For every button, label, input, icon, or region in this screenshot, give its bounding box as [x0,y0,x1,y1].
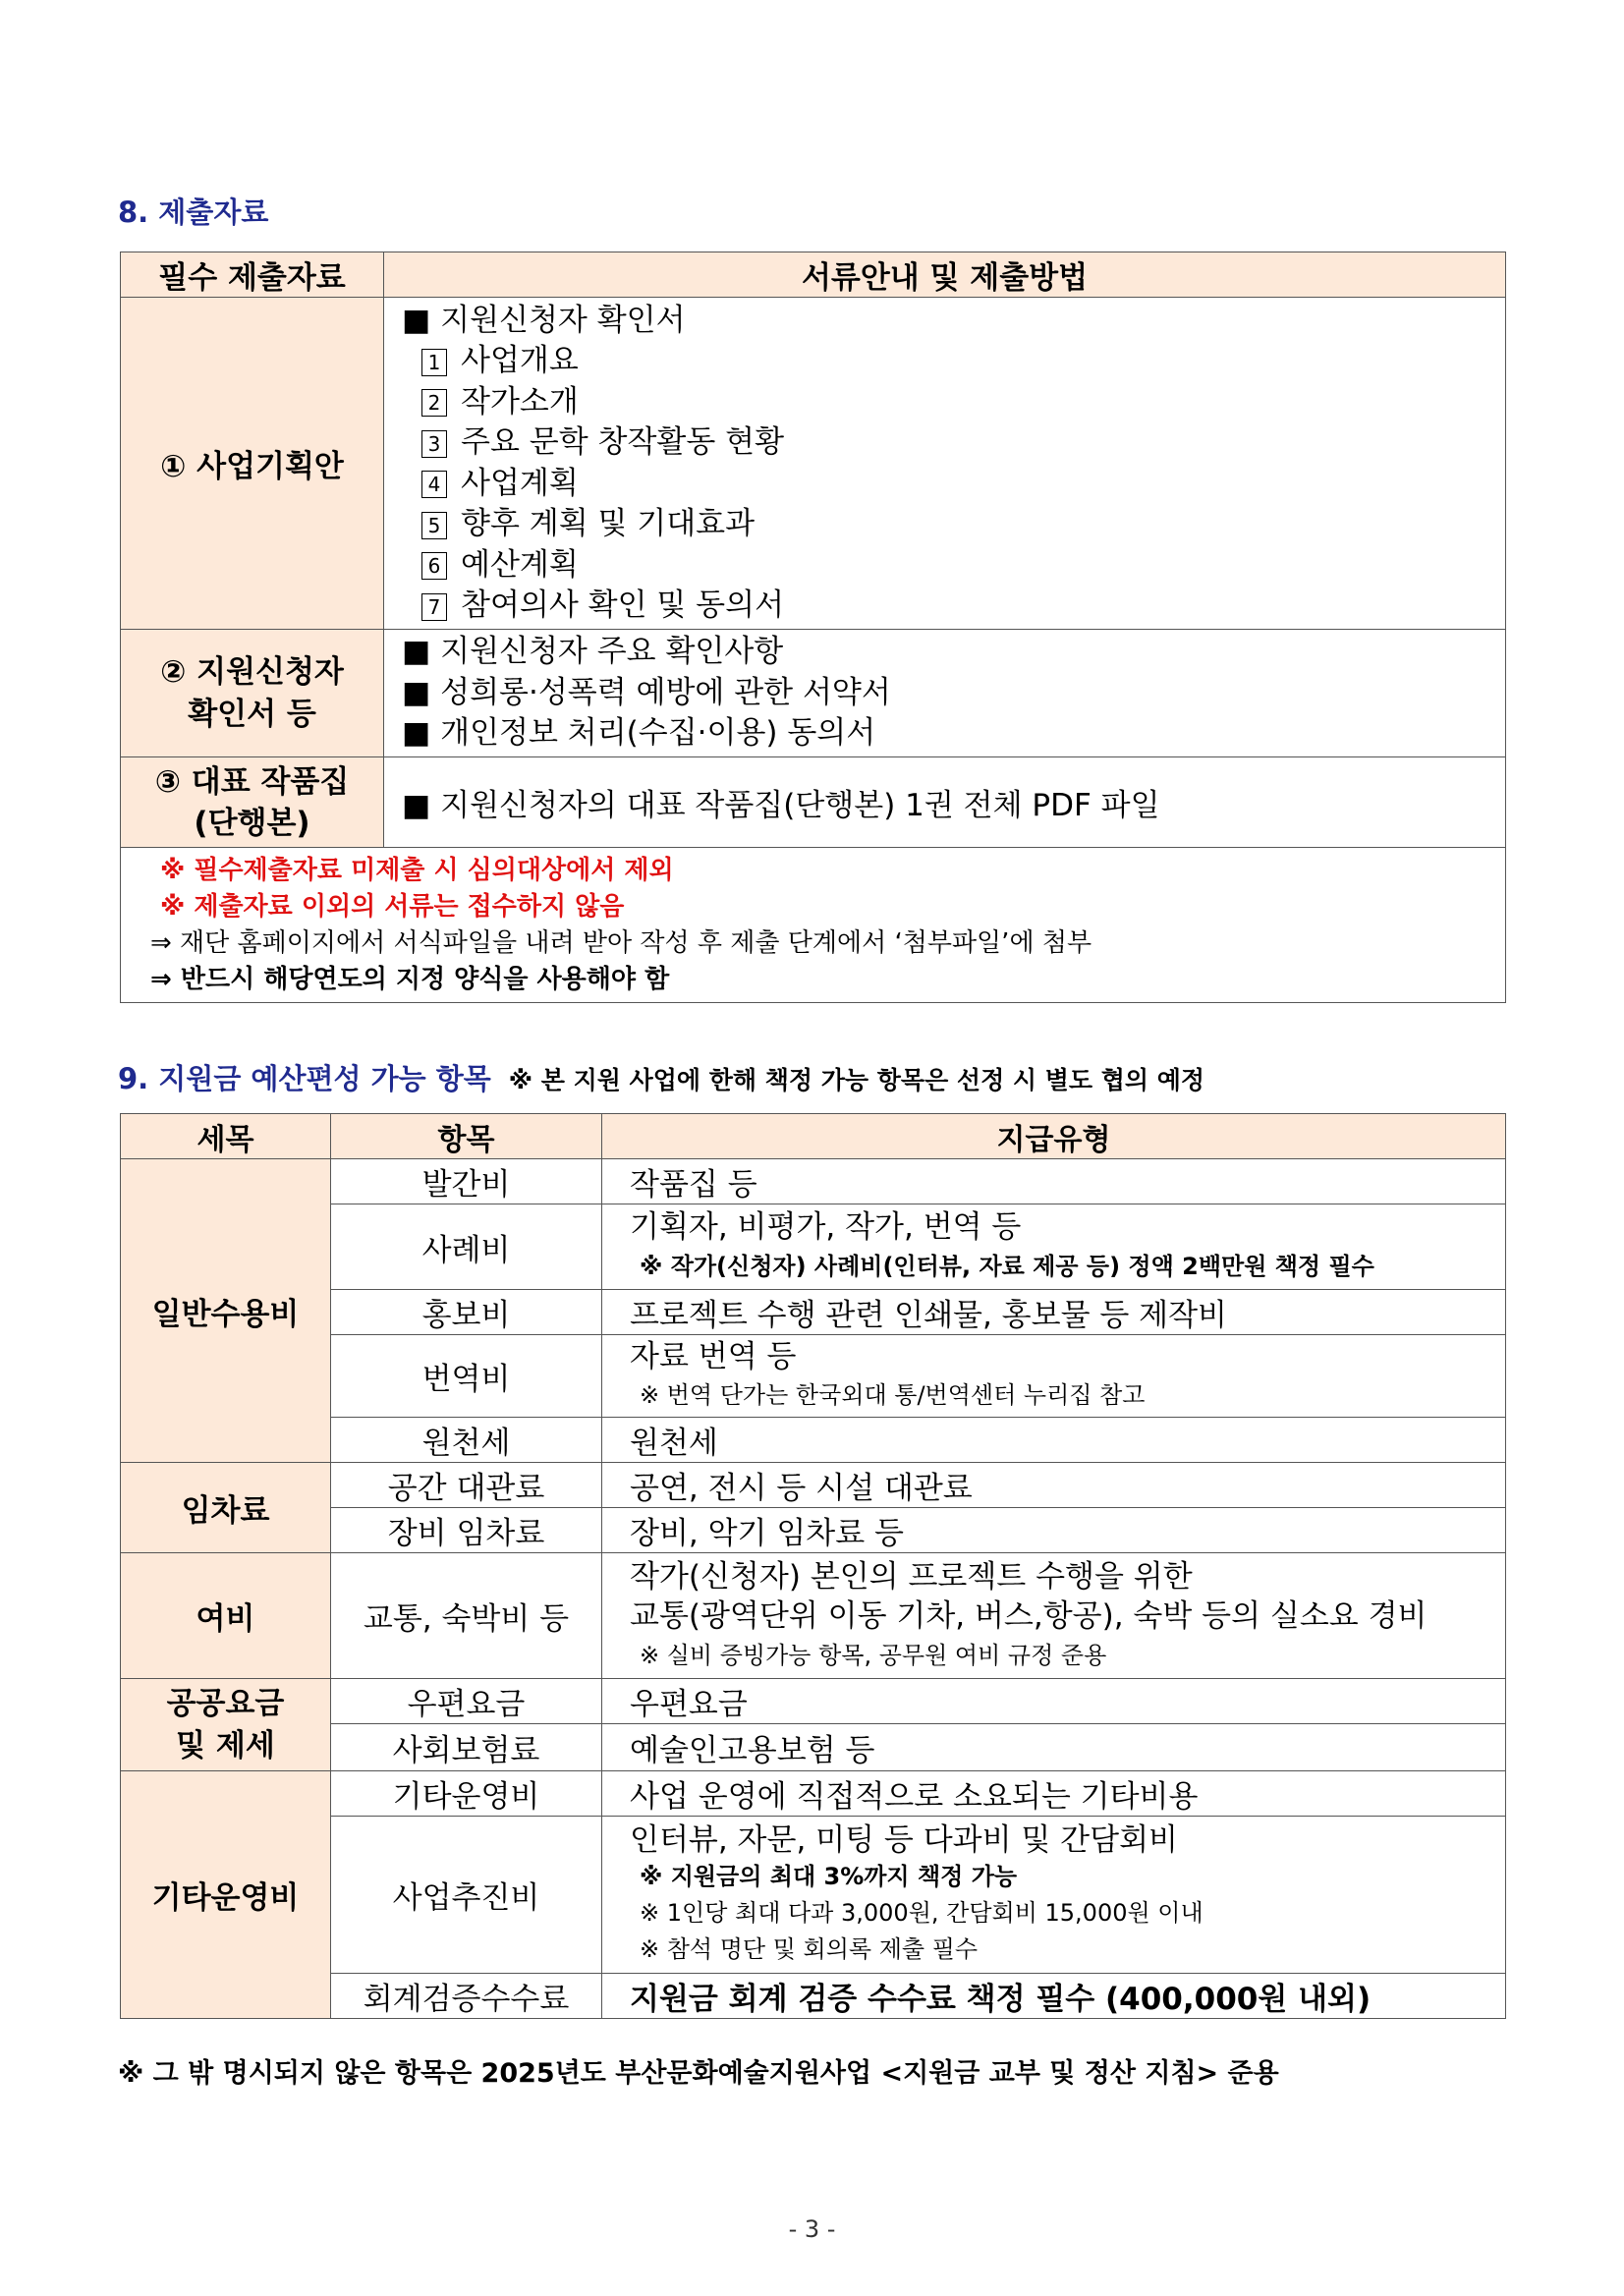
item-cell: 회계검증수수료 [331,1974,602,2019]
table-row [121,1771,1506,1817]
number-box: 3 [421,430,447,458]
type-cell: 장비, 악기 임차료 등 [602,1508,1506,1553]
notes-row [121,848,1506,1003]
number-box: 2 [421,389,447,417]
table-row [121,757,1506,848]
submission-table [120,252,1506,1003]
footer-note: ※ 그 밖 명시되지 않은 항목은 2025년도 부산문화예술지원사업 <지원금 교부 및 정산 지침> 준용 [118,2058,1279,2089]
number-box: 1 [421,349,447,376]
number-box: 4 [421,471,447,498]
item-cell: 사업추진비 [331,1817,602,1974]
budget-table [120,1113,1506,2019]
header-category: 세목 [121,1114,331,1159]
number-box: 5 [421,512,447,539]
table-row [121,630,1506,757]
type-cell: 사업 운영에 직접적으로 소요되는 기타비용 [602,1771,1506,1817]
table-row [121,1159,1506,1204]
type-cell: 자료 번역 등 ※ 번역 단가는 한국외대 통/번역센터 누리집 참고 [602,1335,1506,1418]
item-cell: 기타운영비 [331,1771,602,1817]
table-row [121,1679,1506,1724]
row-label-portfolio: ③ 대표 작품집 (단행본) [121,757,384,848]
type-cell: 공연, 전시 등 시설 대관료 [602,1463,1506,1508]
section-8-title: 8. 제출자료 [118,196,269,229]
type-cell: 인터뷰, 자문, 미팅 등 다과비 및 간담회비 ※ 지원금의 최대 3%까지 책정 가능 ※ 1인당 최대 다과 3,000원, 간담회비 15,000원 이내 ※ 참석 명단 및 회의록 제출 필수 [602,1817,1506,1974]
table-row [121,298,1506,630]
item-cell: 사례비 [331,1204,602,1290]
item-cell: 사회보험료 [331,1724,602,1771]
item-cell: 장비 임차료 [331,1508,602,1553]
item-cell: 공간 대관료 [331,1463,602,1508]
row-label-business-plan: ① 사업기획안 [121,298,384,630]
section-9-title: 9. 지원금 예산편성 가능 항목 ※ 본 지원 사업에 한해 책정 가능 항목은 선정 시 별도 협의 예정 [118,1062,1205,1095]
type-cell: 작가(신청자) 본인의 프로젝트 수행을 위한 교통(광역단위 이동 기차, 버스,항공), 숙박 등의 실소요 경비 ※ 실비 증빙가능 항목, 공무원 여비 규정 준용 [602,1553,1506,1679]
item-cell: 번역비 [331,1335,602,1418]
header-doc-guide: 서류안내 및 제출방법 [384,252,1506,298]
item-cell: 홍보비 [331,1290,602,1335]
header-required-docs: 필수 제출자료 [121,252,384,298]
group-rental: 임차료 [121,1463,331,1553]
table-row [121,1463,1506,1508]
number-box: 6 [421,552,447,580]
header-payment-type: 지급유형 [602,1114,1506,1159]
type-cell: 원천세 [602,1418,1506,1463]
portfolio-items: ■ 지원신청자의 대표 작품집(단행본) 1권 전체 PDF 파일 [384,757,1506,848]
header-item: 항목 [331,1114,602,1159]
type-cell: 지원금 회계 검증 수수료 책정 필수 (400,000원 내외) [602,1974,1506,2019]
confirmation-items: ■ 지원신청자 주요 확인사항 ■ 성희롱·성폭력 예방에 관한 서약서 ■ 개인정보 처리(수집·이용) 동의서 [384,630,1506,757]
group-general-expenses: 일반수용비 [121,1159,331,1463]
section-9-note: ※ 본 지원 사업에 한해 책정 가능 항목은 선정 시 별도 협의 예정 [508,1066,1205,1094]
type-cell: 우편요금 [602,1679,1506,1724]
item-cell: 우편요금 [331,1679,602,1724]
group-utilities-taxes: 공공요금 및 제세 [121,1679,331,1771]
type-cell: 기획자, 비평가, 작가, 번역 등 ※ 작가(신청자) 사례비(인터뷰, 자료 제공 등) 정액 2백만원 책정 필수 [602,1204,1506,1290]
row-label-confirmation: ② 지원신청자 확인서 등 [121,630,384,757]
type-cell: 예술인고용보험 등 [602,1724,1506,1771]
number-box: 7 [421,593,447,621]
type-cell: 프로젝트 수행 관련 인쇄물, 홍보물 등 제작비 [602,1290,1506,1335]
item-cell: 발간비 [331,1159,602,1204]
item-cell: 교통, 숙박비 등 [331,1553,602,1679]
submission-notes: ※ 필수제출자료 미제출 시 심의대상에서 제외 ※ 제출자료 이외의 서류는 접수하지 않음 ⇒ 재단 홈페이지에서 서식파일을 내려 받아 작성 후 제출 단계에서 ‘첨부파일’에 첨부 ⇒ 반드시 해당연도의 지정 양식을 사용해야 함 [121,848,1506,1003]
group-travel: 여비 [121,1553,331,1679]
page-number: - 3 - [788,2215,836,2243]
business-plan-items: ■ 지원신청자 확인서 1 사업개요 2 작가소개 3 주요 문학 창작활동 현황 4 사업계획 5 향후 계획 및 기대효과 6 예산계획 7 참여의사 확인 및 동의서 [384,298,1506,630]
group-other-operating: 기타운영비 [121,1771,331,2019]
type-cell: 작품집 등 [602,1159,1506,1204]
table-row [121,1553,1506,1679]
item-cell: 원천세 [331,1418,602,1463]
